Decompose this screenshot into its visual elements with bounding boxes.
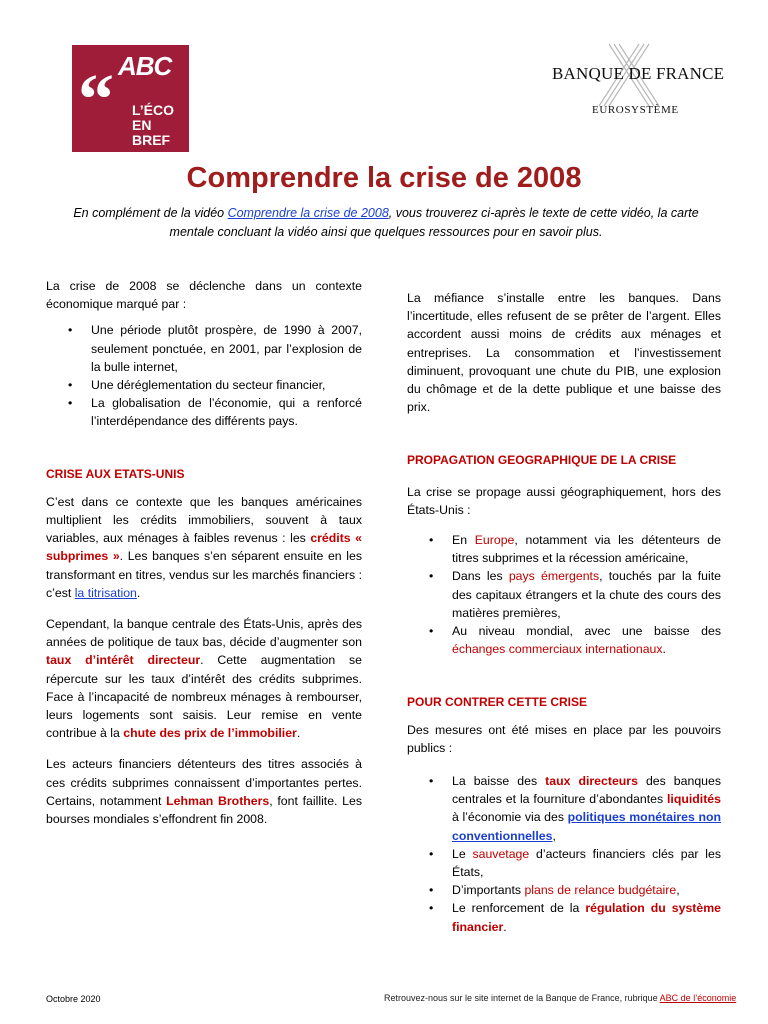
bdf-subtitle: EUROSYSTÈME — [592, 104, 679, 116]
list-item — [407, 772, 721, 845]
chute-prix-term: chute des prix de l’immobilier — [123, 726, 297, 741]
abc-logo-line1: L’ÉCO — [132, 102, 175, 118]
left-column — [46, 277, 362, 828]
list-item — [407, 622, 721, 658]
titrisation-link[interactable]: la titrisation — [74, 585, 137, 600]
text-span: . — [662, 642, 666, 657]
section-heading-propagation: PROPAGATION GEOGRAPHIQUE DE LA CRISE — [407, 453, 677, 468]
list-item — [46, 376, 362, 394]
list-item — [46, 394, 362, 430]
text-span: Dans les — [452, 569, 509, 584]
text-span: des banques centrales et la fourniture d’abondantes — [452, 774, 721, 807]
footer-site-text — [384, 993, 736, 1003]
text-span: Le renforcement de la — [452, 901, 586, 916]
intro-line2: mentale concluant la vidéo ainsi que quelques ressources pour en savoir plus. — [169, 225, 603, 239]
right-column — [407, 289, 721, 936]
bdf-name: BANQUE DE FRANCE — [552, 64, 725, 83]
text-span: . — [296, 726, 301, 741]
regulation-term: régulation du système financier — [452, 901, 721, 934]
mesures-list — [407, 772, 721, 936]
text-span: , touchés par la fuite des capitaux étrangers et la chute des cours des matières premières, — [452, 569, 721, 620]
bullet-icon: • — [429, 883, 434, 898]
text-span: , font faillite. Les bourses mondiales s’effondrent fin 2008. — [46, 793, 363, 827]
plans-relance-term: plans de relance budgétaire — [524, 883, 677, 898]
taux-directeurs-term: taux directeurs — [545, 774, 638, 789]
taux-directeur-term: taux d’intérêt directeur — [46, 653, 201, 668]
list-item — [407, 899, 721, 935]
text-span: En — [452, 533, 475, 548]
text-span: Au niveau mondial, avec une baisse des — [452, 624, 721, 639]
abc-logo-line3: BREF — [132, 132, 171, 148]
page-title: Comprendre la crise de 2008 — [186, 162, 582, 194]
intro-text — [62, 204, 710, 242]
text-span: . Les banques s’en séparent ensuite en les transformant en titres, vendus sur les marchés financiers : c’est — [46, 549, 362, 600]
section-heading-crise-usa: CRISE AUX ETATS-UNIS — [46, 466, 185, 481]
text-span: D’importants — [452, 883, 525, 898]
section-heading-contrer: POUR CONTRER CETTE CRISE — [407, 695, 588, 710]
subprimes-paragraph — [46, 493, 362, 602]
text-span: Les acteurs financiers détenteurs des titres associés à ces crédits subprimes connaissent d’importantes pertes. Certains, notamment — [46, 757, 362, 808]
echanges-term: échanges commerciaux internationaux — [452, 642, 663, 657]
list-item — [407, 881, 721, 899]
fed-paragraph — [46, 615, 362, 742]
context-paragraph: La crise de 2008 se déclenche dans un contexte économique marqué par : — [46, 279, 362, 312]
text-span: , — [676, 883, 680, 898]
sauvetage-term: sauvetage — [472, 846, 530, 861]
footer-text-span: Retrouvez-nous sur le site internet de la Banque de France, rubrique — [384, 993, 660, 1003]
bullet-icon: • — [429, 569, 434, 584]
text-span: . — [503, 919, 507, 934]
list-item — [407, 845, 721, 881]
bullet-icon: • — [429, 624, 434, 639]
subprimes-term: crédits « subprimes » — [46, 531, 362, 564]
video-link[interactable]: Comprendre la crise de 2008 — [227, 206, 389, 220]
list-item-text: Une déréglementation du secteur financier, — [91, 378, 326, 393]
text-span: Cependant, la banque centrale des États-Unis, après des années de politique de taux bas, décide d’augmenter son — [46, 617, 362, 650]
bullet-icon: • — [68, 323, 73, 338]
quote-icon: “ — [78, 59, 114, 139]
context-list — [46, 321, 362, 430]
text-span: , — [552, 828, 556, 843]
text-span: à l’économie via des — [452, 810, 568, 825]
europe-term: Europe — [474, 533, 515, 548]
mesures-paragraph: Des mesures ont été mises en place par les pouvoirs publics : — [407, 722, 721, 755]
propagation-list — [407, 531, 721, 658]
text-span: Le — [452, 846, 473, 861]
text-span: C’est dans ce contexte que les banques américaines multiplient les crédits immobiliers, souvent à taux variables, aux ménages à faibles revenus : les — [46, 494, 362, 546]
text-span: . — [136, 585, 141, 600]
list-item-text: Une période plutôt prospère, de 1990 à 2007, seulement ponctuée, en 2001, par l’explosion de la bulle internet, — [91, 323, 362, 374]
intro-before: En complément de la vidéo — [73, 206, 228, 220]
list-item-text: La globalisation de l’économie, qui a renforcé l’interdépendance des différents pays. — [91, 396, 362, 429]
lehman-term: Lehman Brothers — [166, 793, 270, 808]
list-item — [407, 567, 721, 622]
bullet-icon: • — [68, 396, 73, 411]
emergents-term: pays émergents — [508, 569, 600, 584]
abc-logo — [72, 45, 189, 152]
text-span: La baisse des — [452, 774, 546, 789]
abc-logo-text: ABC — [118, 51, 172, 81]
footer-date: Octobre 2020 — [46, 994, 101, 1004]
list-item — [407, 531, 721, 567]
abc-economie-link[interactable]: ABC de l’économie — [659, 993, 737, 1003]
politiques-monetaires-link[interactable]: politiques monétaires non conventionnelles — [452, 810, 721, 843]
bullet-icon: • — [429, 774, 434, 789]
text-span: , notamment via les détenteurs de titres subprimes et la récession américaine, — [452, 533, 721, 566]
bullet-icon: • — [68, 378, 73, 393]
lehman-paragraph — [46, 755, 362, 828]
mefiance-paragraph: La méfiance s’installe entre les banques. Dans l’incertitude, elles refusent de se prêter de l’argent. Elles accordent aussi moins de crédits aux ménages et entreprises. La consommation et l’investissement diminuent, provoquant une chute du PIB, une explosion du chômage et de la dette publique et une baisse des prix. — [407, 291, 721, 415]
intro-after: , vous trouverez ci-après le texte de cette vidéo, la carte — [388, 206, 699, 220]
text-span: d’acteurs financiers clés par les États, — [452, 846, 721, 880]
liquidites-term: liquidités — [667, 792, 721, 807]
list-item — [46, 321, 362, 376]
bullet-icon: • — [429, 533, 434, 548]
banque-de-france-logo — [540, 40, 725, 120]
bullet-icon: • — [429, 901, 434, 916]
propagation-paragraph: La crise se propage aussi géographiquement, hors des États-Unis : — [407, 484, 721, 517]
abc-logo-line2: EN — [132, 117, 152, 133]
text-span: . Cette augmentation se répercute sur les taux d’intérêt des crédits subprimes. Face à l’incapacité de nombreux ménages à rembourser, leurs logements sont saisis. Leur remise en vente contribue à la — [46, 653, 362, 741]
bullet-icon: • — [429, 846, 434, 861]
